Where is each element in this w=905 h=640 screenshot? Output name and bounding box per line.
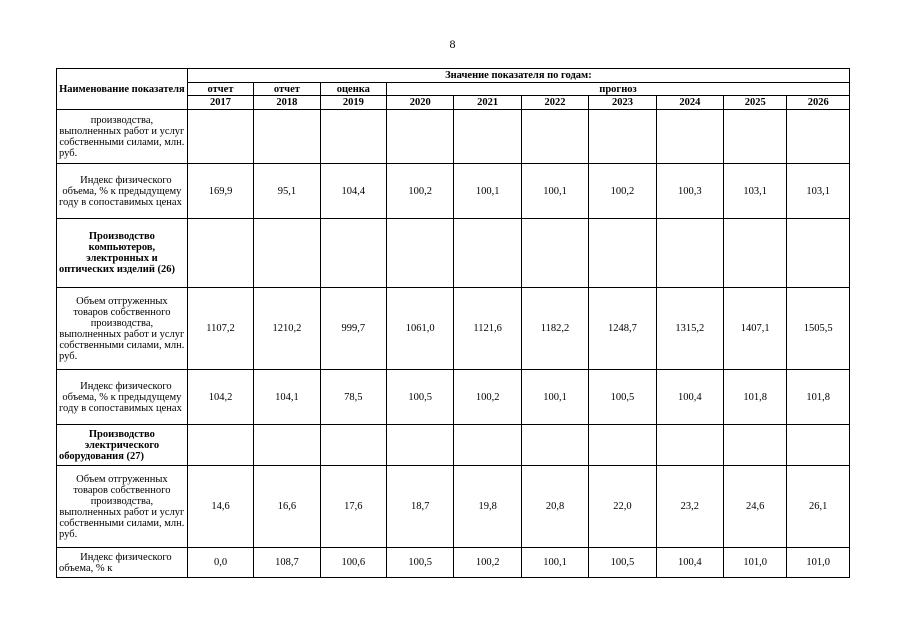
table-cell: 100,5 [387,548,454,578]
table-cell: 169,9 [187,164,253,219]
table-cell: 0,0 [187,548,253,578]
table-cell [254,110,320,164]
table-cell: 100,1 [521,370,588,425]
table-cell [589,219,656,288]
table-cell [656,219,723,288]
table-cell [187,219,253,288]
table-cell: 100,6 [320,548,386,578]
table-cell: 103,1 [724,164,787,219]
table-cell: 23,2 [656,466,723,548]
table-cell: 100,5 [589,370,656,425]
indicator-name: Объем отгруженных товаров собственного производства, выполненных работ и услуг собственными силами, млн. руб. [57,466,188,548]
table-cell [589,110,656,164]
table-cell: 17,6 [320,466,386,548]
table-cell: 18,7 [387,466,454,548]
table-cell: 95,1 [254,164,320,219]
table-cell [521,425,588,466]
table-row [57,425,850,466]
header-year: 2023 [589,96,656,110]
table-cell: 1315,2 [656,288,723,370]
section-heading: Производство компьютеров, электронных и оптических изделий (26) [57,219,188,288]
table-cell: 999,7 [320,288,386,370]
table-cell: 100,2 [454,548,521,578]
table-cell: 100,2 [589,164,656,219]
table-cell: 103,1 [787,164,850,219]
header-year: 2018 [254,96,320,110]
indicator-name: производства, выполненных работ и услуг собственными силами, млн. руб. [57,110,188,164]
table-cell: 1121,6 [454,288,521,370]
table-cell [387,110,454,164]
indicator-name: Объем отгруженных товаров собственного производства, выполненных работ и услуг собственными силами, млн. руб. [57,288,188,370]
table-cell: 104,4 [320,164,386,219]
table-cell: 1505,5 [787,288,850,370]
table-cell [589,425,656,466]
indicator-name: Индекс физического объема, % к предыдущему году в сопоставимых ценах [57,164,188,219]
table-cell: 100,4 [656,370,723,425]
table-cell [656,110,723,164]
table-row [57,164,850,219]
table-cell: 101,8 [787,370,850,425]
table-cell [521,110,588,164]
table-cell: 100,3 [656,164,723,219]
header-indicator-name: Наименование показателя [57,69,188,110]
table-cell: 22,0 [589,466,656,548]
header-year: 2024 [656,96,723,110]
table-cell [521,219,588,288]
table-cell: 100,4 [656,548,723,578]
table-cell: 19,8 [454,466,521,548]
table-cell [454,110,521,164]
table-cell [787,219,850,288]
header-status-report-2018: отчет [254,83,320,96]
header-status-report-2017: отчет [187,83,253,96]
table-cell [454,425,521,466]
indicators-table [56,68,850,578]
table-cell: 101,0 [724,548,787,578]
table-cell: 100,2 [387,164,454,219]
table-cell: 1182,2 [521,288,588,370]
table-cell: 101,0 [787,548,850,578]
table-cell: 26,1 [787,466,850,548]
table-cell [187,110,253,164]
table-cell: 1248,7 [589,288,656,370]
table-cell: 100,1 [521,164,588,219]
header-year: 2020 [387,96,454,110]
table-cell: 20,8 [521,466,588,548]
header-year: 2019 [320,96,386,110]
page-number: 8 [449,37,456,51]
table-cell: 108,7 [254,548,320,578]
table-cell [724,110,787,164]
indicator-name: Индекс физического объема, % к [57,548,188,578]
table-cell [320,425,386,466]
header-year: 2025 [724,96,787,110]
table-cell [454,219,521,288]
indicator-name: Индекс физического объема, % к предыдущему году в сопоставимых ценах [57,370,188,425]
table-cell: 101,8 [724,370,787,425]
table-row [57,219,850,288]
table-cell [787,425,850,466]
header-values-by-year: Значение показателя по годам: [187,69,849,83]
table-cell: 100,5 [387,370,454,425]
table-cell [787,110,850,164]
table-cell [320,219,386,288]
table-cell: 100,2 [454,370,521,425]
table-row [57,110,850,164]
table-cell [656,425,723,466]
table-cell: 100,1 [454,164,521,219]
table-cell: 1407,1 [724,288,787,370]
header-forecast: прогноз [387,83,850,96]
table-cell [724,219,787,288]
table-cell [187,425,253,466]
table-cell: 14,6 [187,466,253,548]
table-cell [254,219,320,288]
section-heading: Производство электрического оборудования (27) [57,425,188,466]
header-year: 2017 [187,96,253,110]
table-cell: 104,1 [254,370,320,425]
table-cell: 100,1 [521,548,588,578]
header-year: 2021 [454,96,521,110]
table-cell: 78,5 [320,370,386,425]
header-status-estimate-2019: оценка [320,83,386,96]
table-cell: 1107,2 [187,288,253,370]
header-year: 2022 [521,96,588,110]
table-row [57,466,850,548]
table-cell: 16,6 [254,466,320,548]
table-cell [387,219,454,288]
table-cell [320,110,386,164]
table-cell: 1061,0 [387,288,454,370]
table-row [57,288,850,370]
table-cell [387,425,454,466]
table-cell: 1210,2 [254,288,320,370]
table-cell [724,425,787,466]
table-cell: 100,5 [589,548,656,578]
header-year: 2026 [787,96,850,110]
table-cell [254,425,320,466]
table-cell: 104,2 [187,370,253,425]
table-cell: 24,6 [724,466,787,548]
table-row [57,370,850,425]
table-row [57,548,850,578]
